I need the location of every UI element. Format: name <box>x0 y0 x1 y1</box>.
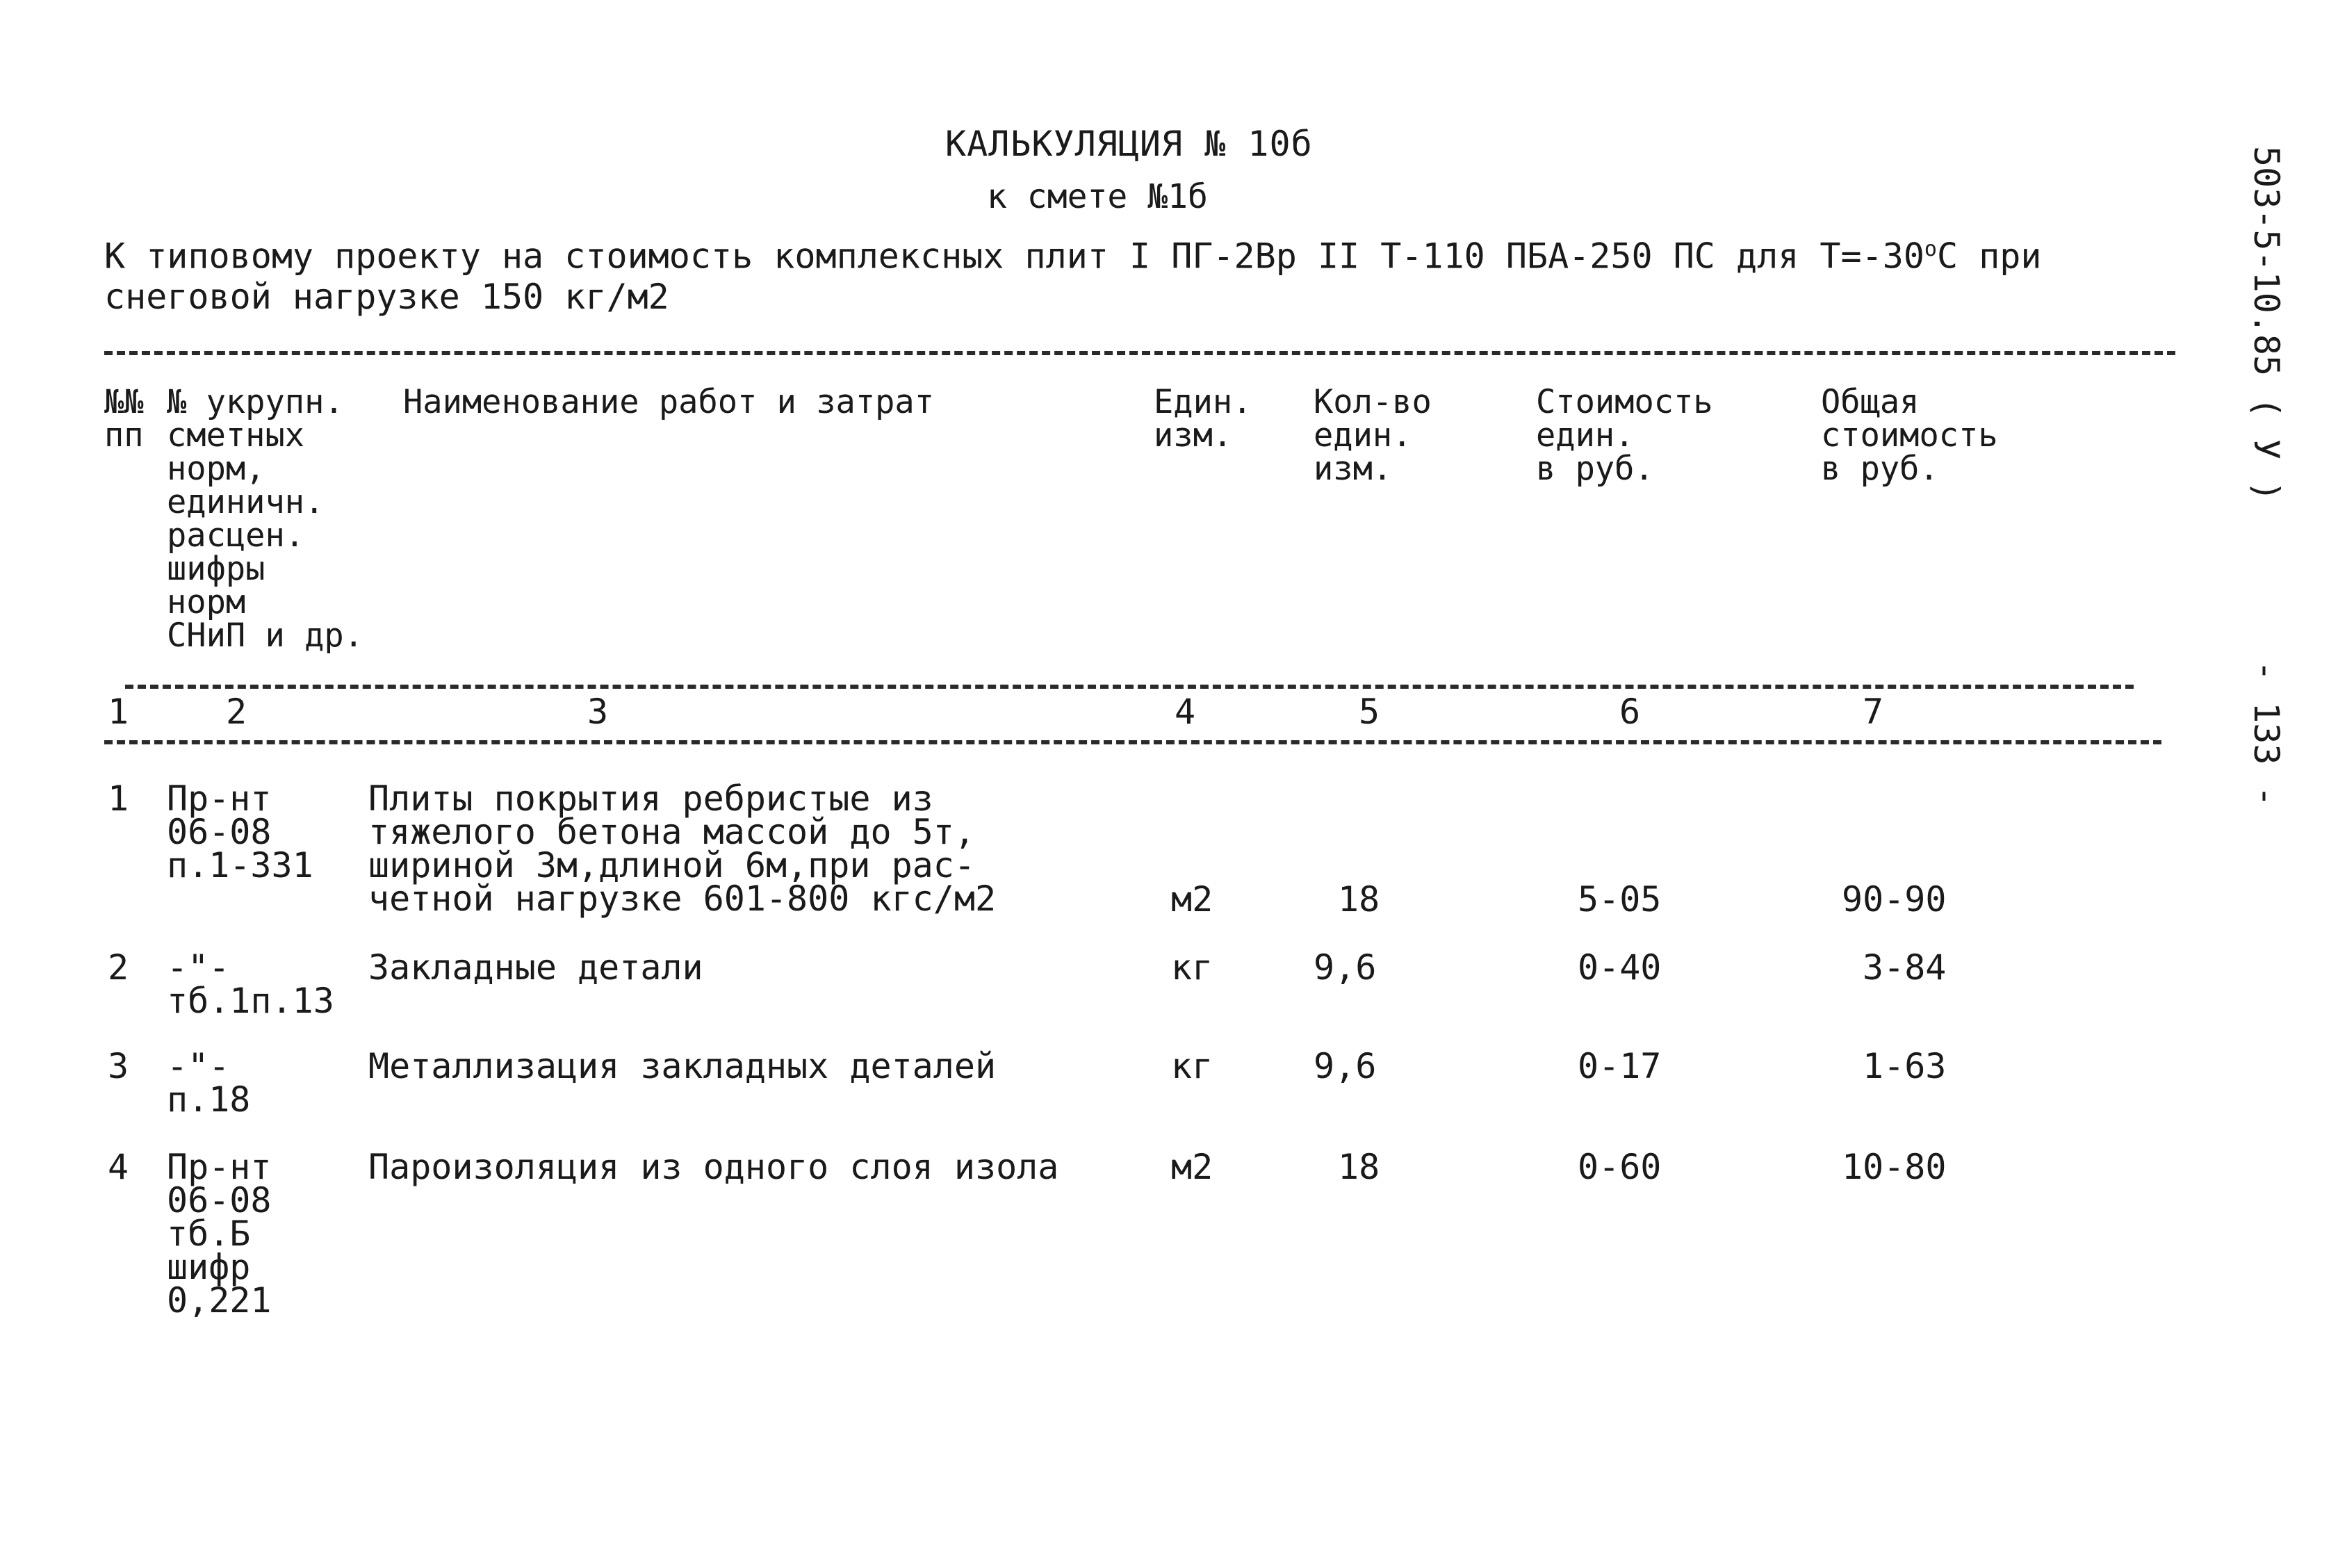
column-number-5: 5 <box>1359 692 1380 732</box>
header-quantity: Кол-во един. изм. <box>1314 383 1432 488</box>
quantity: 9,6 <box>1314 1046 1377 1086</box>
page-number: - 133 - <box>2246 660 2287 807</box>
column-number-2: 2 <box>226 692 247 732</box>
top-rule <box>104 351 2175 355</box>
unit: кг <box>1171 1046 1213 1086</box>
document-code: 503-5-10.85 ( У ) <box>2246 146 2287 502</box>
header-norm-code: № укрупн. сметных норм, единичн. расцен. шифры норм СНиП и др. <box>167 383 363 655</box>
row-number: 2 <box>108 947 129 988</box>
project-description <box>104 229 2050 317</box>
row-number: 3 <box>108 1046 129 1086</box>
work-name: Плиты покрытия ребристые из тяжелого бетона массой до 5т, шириной 3м,длиной 6м,при рас- четной нагрузке 601-800 кгс/м2 <box>368 778 997 919</box>
work-name: Пароизоляция из одного слоя изола <box>368 1147 1059 1187</box>
column-number-1: 1 <box>108 692 129 732</box>
header-row-number: №№ пп <box>104 383 144 455</box>
degree-sign: о <box>1924 237 1937 261</box>
quantity: 18 <box>1338 1147 1380 1187</box>
quantity: 9,6 <box>1314 947 1377 988</box>
column-number-rule <box>104 740 2161 744</box>
unit: м2 <box>1171 879 1213 920</box>
unit: м2 <box>1171 1147 1213 1187</box>
row-number: 1 <box>108 778 129 819</box>
total-cost: 3-84 <box>1863 947 1947 988</box>
work-name: Закладные детали <box>368 947 703 988</box>
document-subtitle: к смете №1б <box>987 177 1208 216</box>
project-line-1: К типовому проекту на стоимость комплексных плит I ПГ-2Вр II Т-110 ПБА-250 ПС для Т=-30 <box>104 236 1924 277</box>
work-name: Металлизация закладных деталей <box>368 1046 997 1086</box>
header-total: Общая стоимость в руб. <box>1821 383 1998 488</box>
header-unit-price: Стоимость един. в руб. <box>1536 383 1713 488</box>
project-line-2: снеговой нагрузке 150 кг/м2 <box>104 276 669 317</box>
norm-code: -"- п.18 <box>167 1046 251 1120</box>
total-cost: 1-63 <box>1863 1046 1947 1086</box>
column-number-7: 7 <box>1863 692 1884 732</box>
unit-price: 5-05 <box>1578 879 1662 920</box>
column-number-3: 3 <box>587 692 609 732</box>
norm-code: Пр-нт 06-08 п.1-331 <box>167 778 313 885</box>
norm-code: Пр-нт 06-08 тб.Б шифр 0,221 <box>167 1147 272 1321</box>
column-number-6: 6 <box>1619 692 1641 732</box>
header-unit: Един. изм. <box>1154 383 1252 455</box>
norm-code: -"- тб.1п.13 <box>167 947 334 1021</box>
project-line-1-end: С при <box>1936 236 2042 277</box>
header-rule <box>125 685 2134 689</box>
unit: кг <box>1171 947 1213 988</box>
unit-price: 0-17 <box>1578 1046 1662 1086</box>
unit-price: 0-40 <box>1578 947 1662 988</box>
row-number: 4 <box>108 1147 129 1187</box>
unit-price: 0-60 <box>1578 1147 1662 1187</box>
document-title: КАЛЬКУЛЯЦИЯ № 10б <box>945 124 1313 164</box>
column-number-4: 4 <box>1175 692 1196 732</box>
total-cost: 90-90 <box>1842 879 1947 920</box>
total-cost: 10-80 <box>1842 1147 1947 1187</box>
quantity: 18 <box>1338 879 1380 920</box>
header-work-name: Наименование работ и затрат <box>403 383 935 421</box>
